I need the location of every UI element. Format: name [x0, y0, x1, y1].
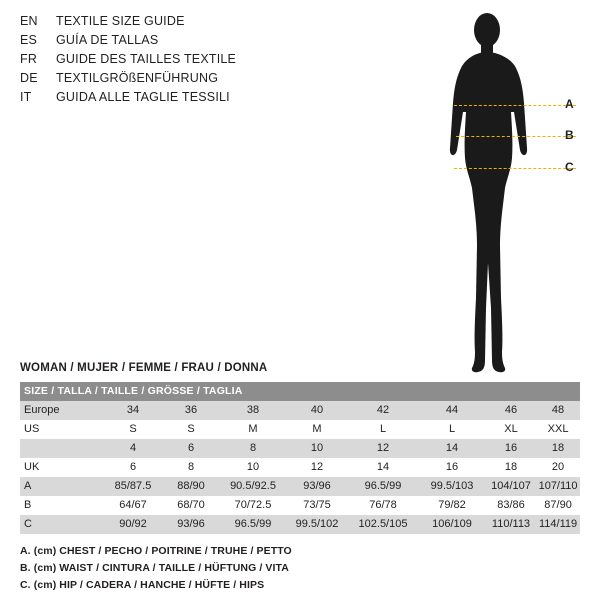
language-row [20, 90, 440, 109]
table-cell: 10 [286, 439, 348, 458]
table-cell: 6 [104, 458, 162, 477]
table-cell: XL [486, 420, 536, 439]
table-cell: 87/90 [536, 496, 580, 515]
table-cell: 104/107 [486, 477, 536, 496]
table-cell: S [162, 420, 220, 439]
table-cell: 8 [162, 458, 220, 477]
female-body-figure [430, 8, 590, 378]
table-cell: L [348, 420, 418, 439]
hip-measure-line [454, 168, 576, 169]
note-waist: B. (cm) WAIST / CINTURA / TAILLE / HÜFTUNG / VITA [20, 562, 289, 574]
table-cell: 48 [536, 401, 580, 420]
table-cell: 85/87.5 [104, 477, 162, 496]
row-label: UK [20, 458, 104, 477]
table-cell: 110/113 [486, 515, 536, 534]
note-hip: C. (cm) HIP / CADERA / HANCHE / HÜFTE / HIPS [20, 579, 265, 591]
table-cell: 4 [104, 439, 162, 458]
table-row [20, 496, 580, 515]
waist-measure-label: B [565, 128, 574, 142]
language-text: GUIDA ALLE TAGLIE TESSILI [56, 90, 230, 104]
table-cell: 20 [536, 458, 580, 477]
table-cell: 14 [348, 458, 418, 477]
table-cell: 102.5/105 [348, 515, 418, 534]
table-cell: S [104, 420, 162, 439]
row-label: Europe [20, 401, 104, 420]
row-label: A [20, 477, 104, 496]
language-row [20, 14, 440, 33]
table-cell: 106/109 [418, 515, 486, 534]
section-title: WOMAN / MUJER / FEMME / FRAU / DONNA [20, 362, 268, 374]
table-row [20, 401, 580, 420]
language-text: GUIDE DES TAILLES TEXTILE [56, 52, 237, 66]
table-header-label: SIZE / TALLA / TAILLE / GRÖSSE / TAGLIA [20, 382, 580, 401]
chest-measure-label: A [565, 97, 574, 111]
table-cell: 70/72.5 [220, 496, 286, 515]
table-cell: 76/78 [348, 496, 418, 515]
table-cell: 114/119 [536, 515, 580, 534]
female-silhouette-icon [430, 8, 590, 378]
chest-measure-line [454, 105, 576, 106]
table-header-row [20, 382, 580, 401]
language-row [20, 33, 440, 52]
table-cell: 12 [286, 458, 348, 477]
note-chest: A. (cm) CHEST / PECHO / POITRINE / TRUHE / PETTO [20, 545, 292, 557]
table-cell: 46 [486, 401, 536, 420]
language-code: DE [20, 71, 38, 85]
table-cell: 36 [162, 401, 220, 420]
table-cell: 79/82 [418, 496, 486, 515]
table-cell: 10 [220, 458, 286, 477]
language-row [20, 52, 440, 71]
row-label [20, 439, 104, 458]
table-cell: 14 [418, 439, 486, 458]
language-code: IT [20, 90, 32, 104]
table-cell: 18 [536, 439, 580, 458]
table-cell: 107/110 [536, 477, 580, 496]
table-row [20, 477, 580, 496]
language-code: ES [20, 33, 38, 47]
row-label: C [20, 515, 104, 534]
language-row [20, 71, 440, 90]
language-text: GUÍA DE TALLAS [56, 33, 159, 47]
table-cell: 99.5/103 [418, 477, 486, 496]
table-cell: 99.5/102 [286, 515, 348, 534]
waist-measure-line [456, 136, 576, 137]
table-cell: 96.5/99 [220, 515, 286, 534]
table-cell: XXL [536, 420, 580, 439]
table-cell: 93/96 [286, 477, 348, 496]
table-cell: 34 [104, 401, 162, 420]
table-cell: 90/92 [104, 515, 162, 534]
language-text: TEXTILE SIZE GUIDE [56, 14, 185, 28]
table-cell: 8 [220, 439, 286, 458]
hip-measure-label: C [565, 160, 574, 174]
table-cell: 42 [348, 401, 418, 420]
table-row [20, 420, 580, 439]
table-cell: 64/67 [104, 496, 162, 515]
table-row [20, 458, 580, 477]
table-cell: 96.5/99 [348, 477, 418, 496]
language-list [20, 14, 440, 109]
table-cell: 73/75 [286, 496, 348, 515]
measurement-notes [20, 543, 580, 594]
table-cell: 12 [348, 439, 418, 458]
table-row [20, 439, 580, 458]
table-cell: 68/70 [162, 496, 220, 515]
table-cell: M [220, 420, 286, 439]
table-cell: 40 [286, 401, 348, 420]
table-cell: 90.5/92.5 [220, 477, 286, 496]
table-row [20, 515, 580, 534]
table-cell: 44 [418, 401, 486, 420]
size-table [20, 382, 580, 534]
language-code: EN [20, 14, 38, 28]
table-cell: 88/90 [162, 477, 220, 496]
table-cell: 93/96 [162, 515, 220, 534]
language-text: TEXTILGRÖßENFÜHRUNG [56, 71, 219, 85]
table-cell: 6 [162, 439, 220, 458]
table-cell: 16 [418, 458, 486, 477]
table-cell: M [286, 420, 348, 439]
table-cell: 83/86 [486, 496, 536, 515]
row-label: US [20, 420, 104, 439]
table-cell: L [418, 420, 486, 439]
table-cell: 38 [220, 401, 286, 420]
language-code: FR [20, 52, 38, 66]
table-cell: 18 [486, 458, 536, 477]
row-label: B [20, 496, 104, 515]
table-cell: 16 [486, 439, 536, 458]
